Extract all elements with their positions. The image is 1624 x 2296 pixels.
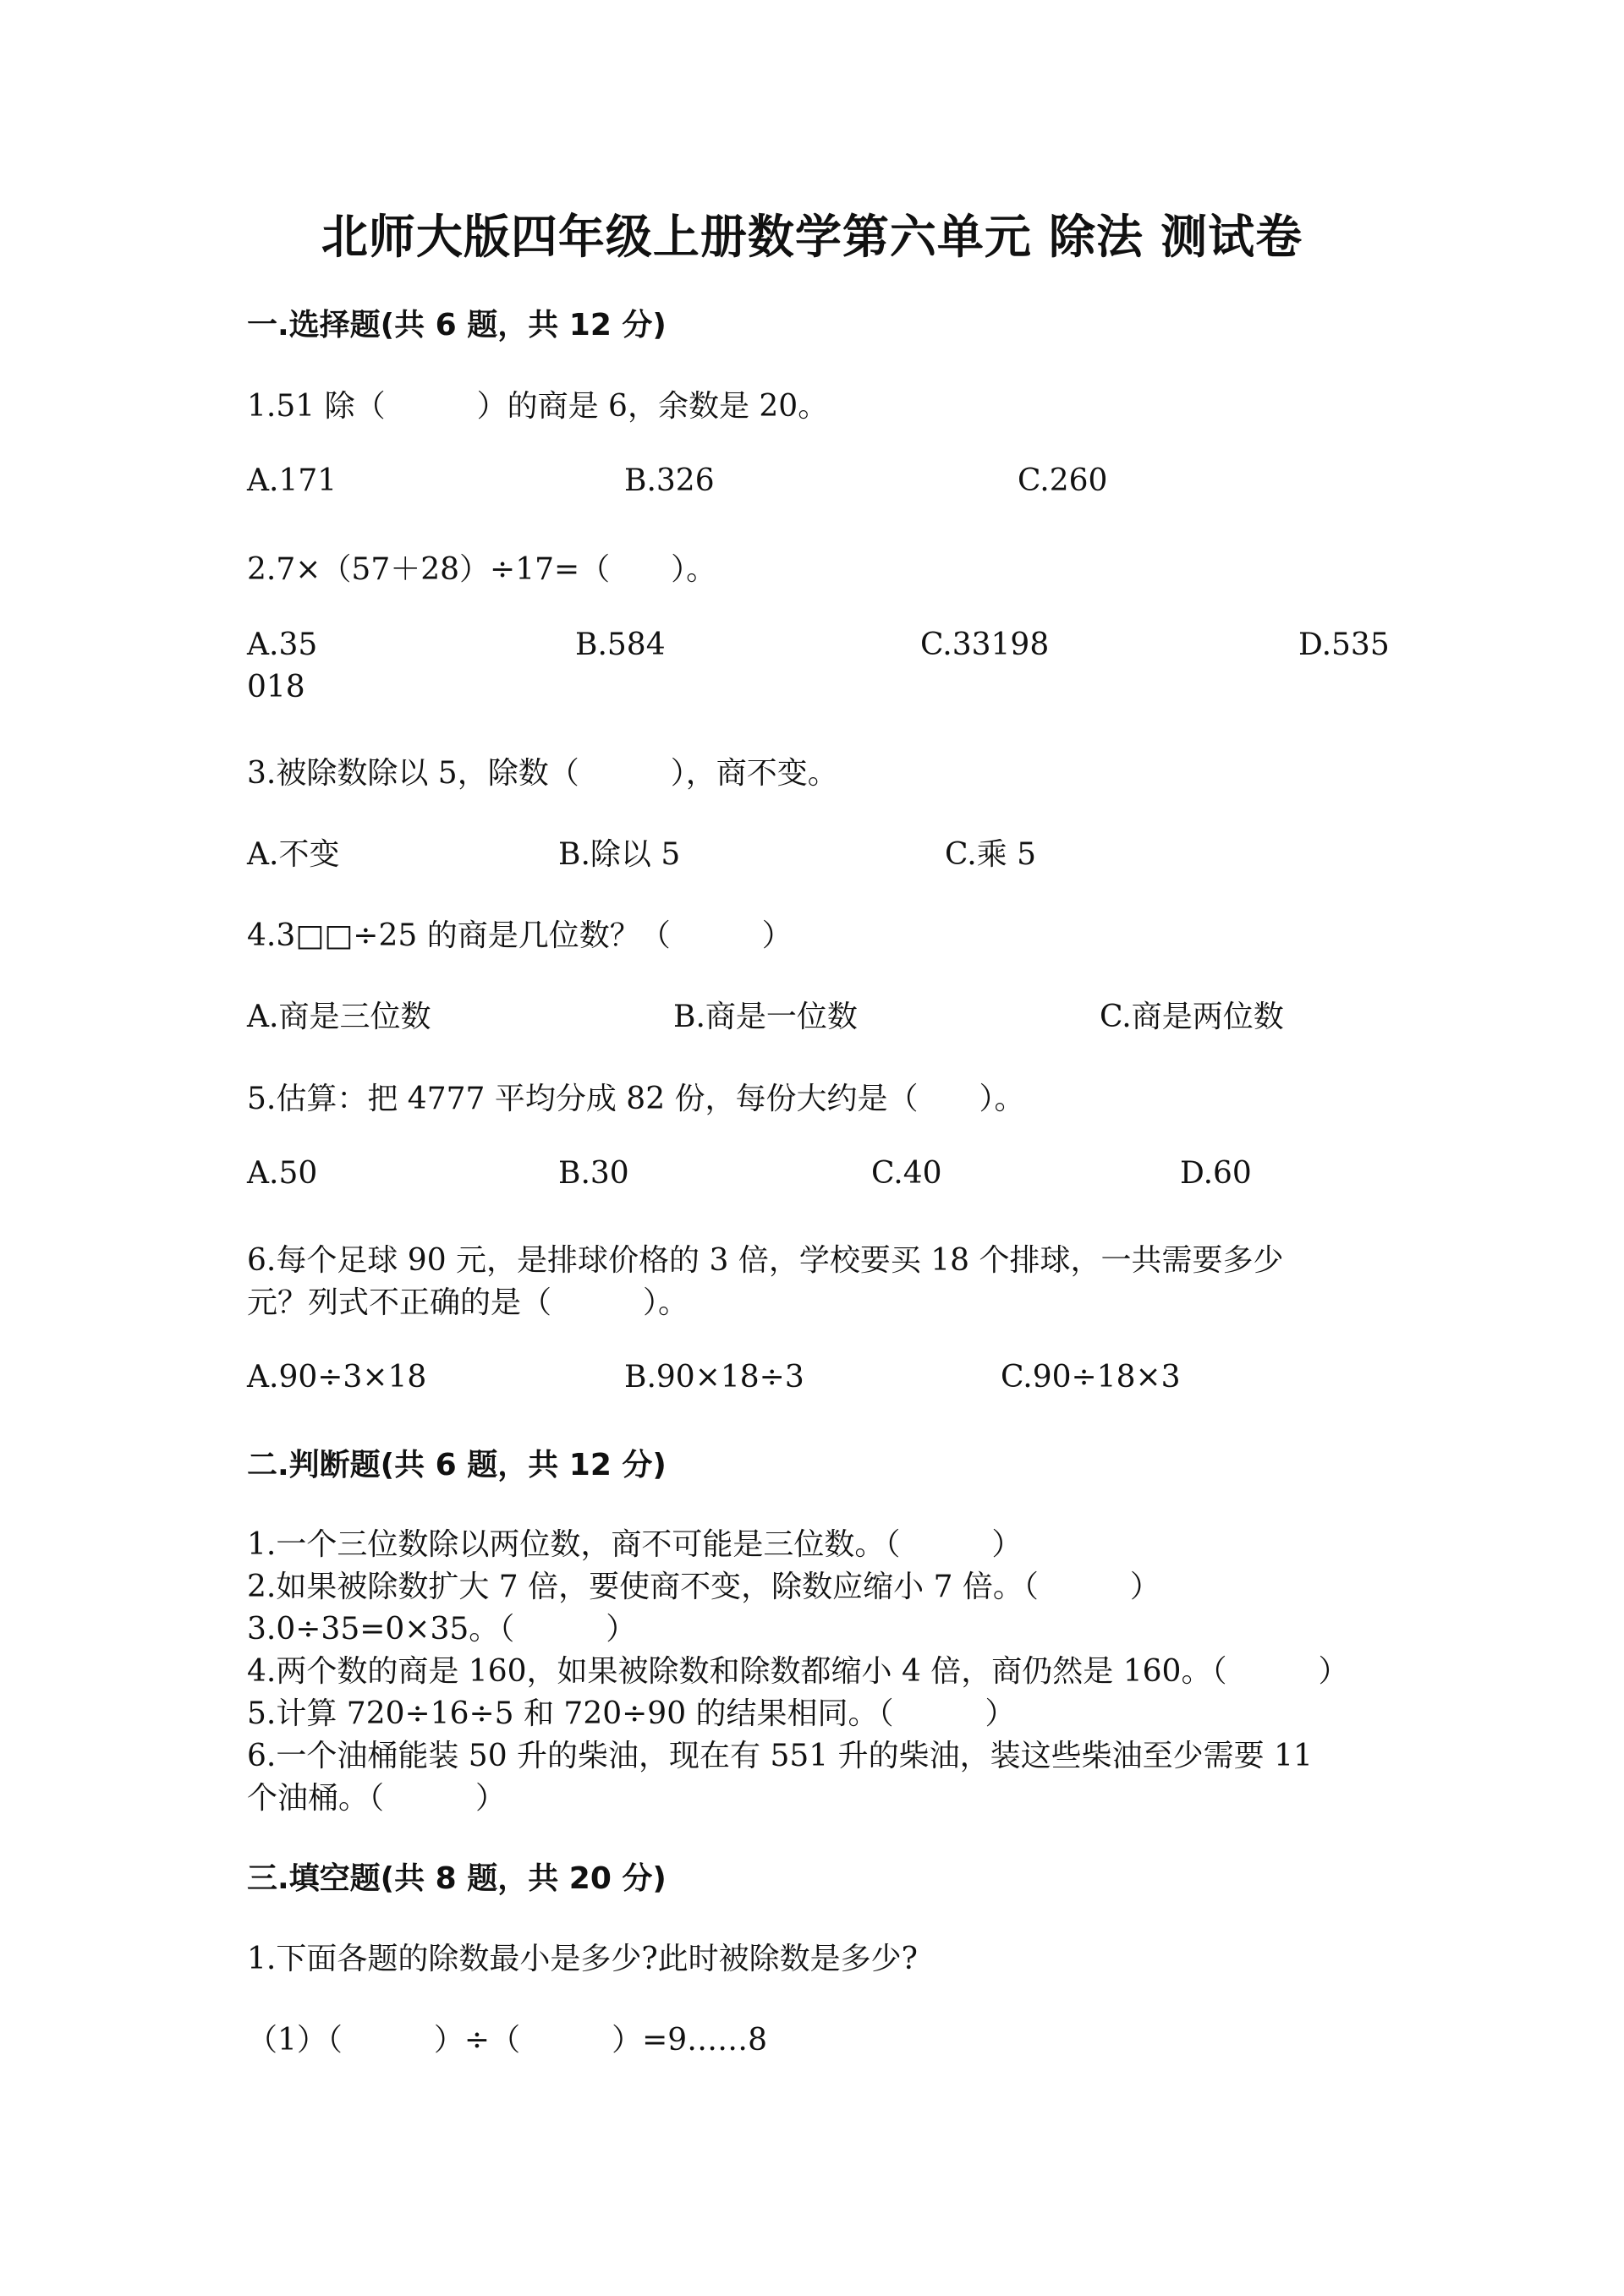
question-4: 4.3□□÷25 的商是几位数？（ ） <box>247 918 793 953</box>
option-a: A.35 <box>247 627 318 662</box>
option-a: A.90÷3×18 <box>247 1360 427 1395</box>
option-d: D.60 <box>1180 1156 1252 1191</box>
question-6-line-1: 6.每个足球 90 元，是排球价格的 3 倍，学校要买 18 个排球，一共需要多少 <box>247 1243 1284 1278</box>
option-d-wrap: 018 <box>247 670 305 704</box>
option-b: B.除以 5 <box>558 837 681 872</box>
option-c: C.乘 5 <box>945 837 1037 872</box>
option-c: C.90÷18×3 <box>1001 1360 1181 1395</box>
judgement-3: 3.0÷35=0×35。（ ） <box>247 1612 637 1647</box>
question-1: 1.51 除（ ）的商是 6，余数是 20。 <box>247 389 829 424</box>
section-heading-choice: 一.选择题(共 6 题，共 12 分) <box>247 308 667 342</box>
option-a: A.不变 <box>247 837 340 872</box>
judgement-2: 2.如果被除数扩大 7 倍，要使商不变，除数应缩小 7 倍。（ ） <box>247 1570 1160 1604</box>
option-d: D.535 <box>1298 627 1390 662</box>
option-a: A.171 <box>247 463 337 498</box>
option-a: A.50 <box>247 1156 318 1191</box>
option-c: C.260 <box>1018 463 1108 498</box>
option-b: B.326 <box>624 463 715 498</box>
option-a: A.商是三位数 <box>247 1000 431 1034</box>
judgement-4: 4.两个数的商是 160，如果被除数和除数都缩小 4 倍，商仍然是 160。（ ） <box>247 1654 1349 1689</box>
section-heading-fill: 三.填空题(共 8 题，共 20 分) <box>247 1861 667 1896</box>
question-3: 3.被除数除以 5，除数（ ），商不变。 <box>247 756 838 791</box>
section-heading-judgement: 二.判断题(共 6 题，共 12 分) <box>247 1448 667 1482</box>
judgement-1: 1.一个三位数除以两位数，商不可能是三位数。（ ） <box>247 1527 1023 1562</box>
option-b: B.584 <box>575 627 666 662</box>
fill-1-part-1: （1）（ ）÷（ ）=9……8 <box>247 2023 768 2058</box>
option-c: C.33198 <box>920 627 1050 662</box>
option-c: C.40 <box>871 1156 942 1191</box>
question-5: 5.估算：把 4777 平均分成 82 份，每份大约是（ ）。 <box>247 1082 1025 1116</box>
fill-1: 1.下面各题的除数最小是多少?此时被除数是多少? <box>247 1942 918 1976</box>
question-2: 2.7×（57＋28）÷17=（ ）。 <box>247 552 717 587</box>
page-title: 北师大版四年级上册数学第六单元 除法 测试卷 <box>321 210 1303 264</box>
judgement-6-line-1: 6.一个油桶能装 50 升的柴油，现在有 551 升的柴油，装这些柴油至少需要 11 <box>247 1739 1313 1773</box>
question-6-line-2: 元？列式不正确的是（ ）。 <box>247 1285 689 1320</box>
judgement-5: 5.计算 720÷16÷5 和 720÷90 的结果相同。（ ） <box>247 1696 1016 1731</box>
option-b: B.30 <box>558 1156 629 1191</box>
option-b: B.商是一位数 <box>673 1000 858 1034</box>
option-b: B.90×18÷3 <box>624 1360 804 1395</box>
option-c: C.商是两位数 <box>1100 1000 1284 1034</box>
judgement-6-line-2: 个油桶。（ ） <box>247 1781 507 1816</box>
